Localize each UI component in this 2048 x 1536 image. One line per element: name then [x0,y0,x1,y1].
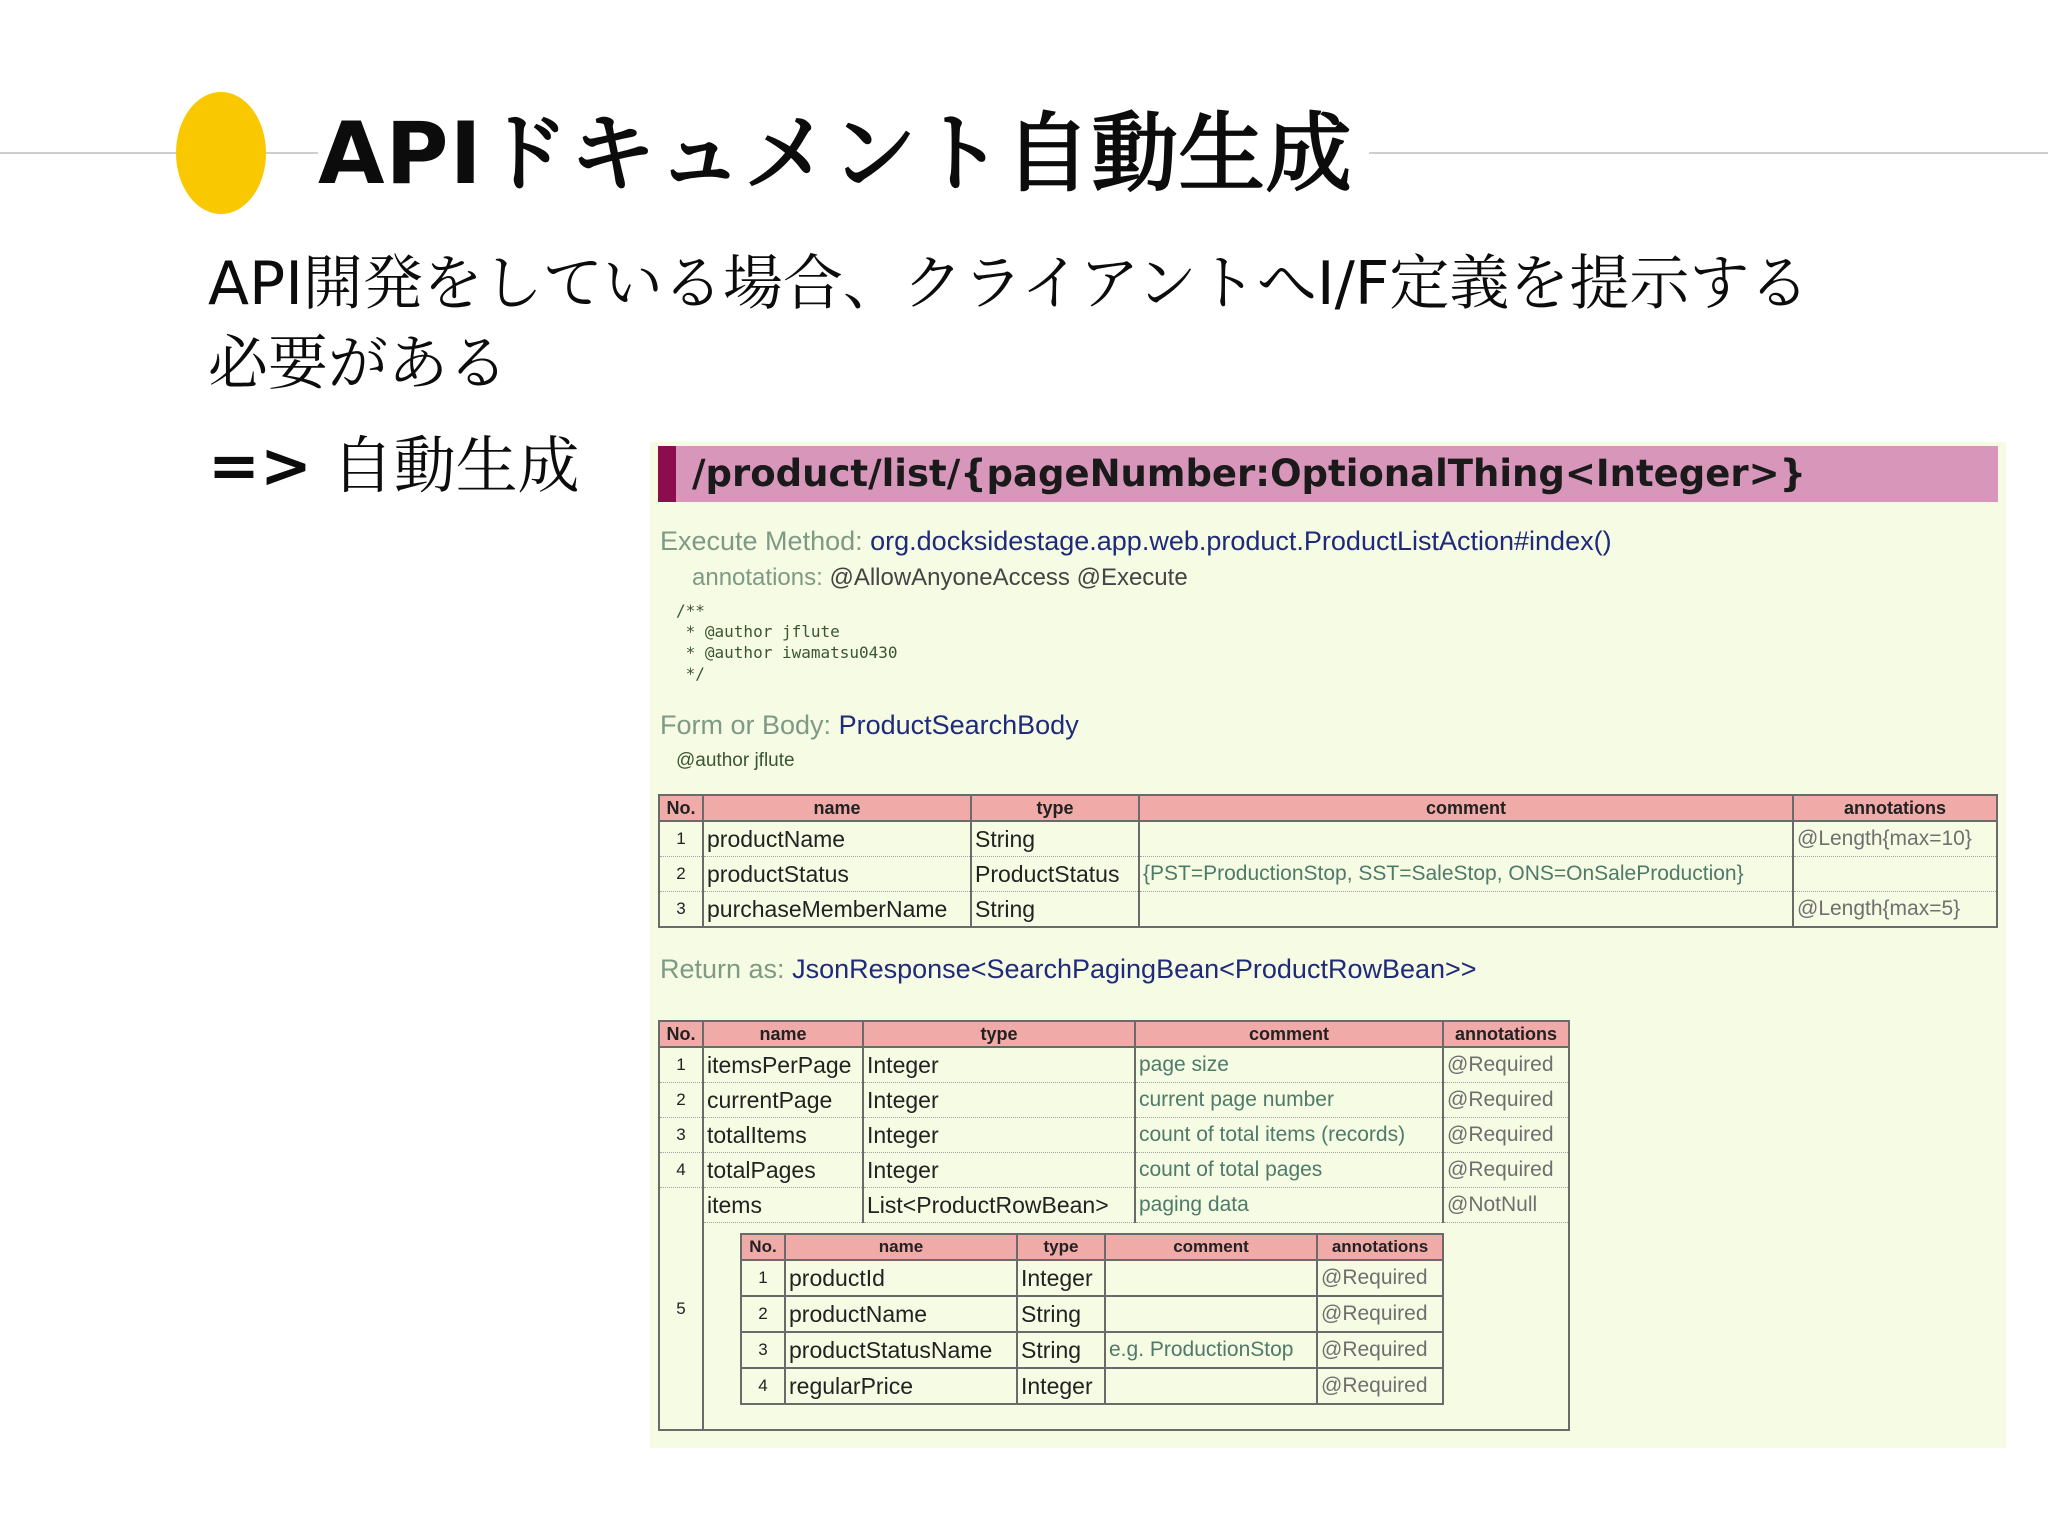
arrow-line [208,426,580,506]
cell-annotations: @Required [1443,1153,1569,1188]
cell-type: String [1017,1296,1105,1332]
javadoc-comment: /** * @author jflute * @author iwamatsu0430 */ [676,601,898,683]
col-header-name: name [703,1021,863,1047]
cell-name: productStatus [703,857,971,892]
form-body-line [660,710,1079,741]
cell-no: 1 [659,821,703,857]
table-row [659,857,1997,892]
cell-comment [1105,1260,1317,1296]
title-bullet-circle [176,92,266,214]
col-header-annotations: annotations [1317,1234,1443,1260]
cell-no: 2 [741,1296,785,1332]
cell-no: 3 [741,1332,785,1368]
cell-name: purchaseMemberName [703,892,971,928]
cell-type: Integer [1017,1368,1105,1404]
cell-type: List<ProductRowBean> [863,1188,1135,1223]
table-row [659,892,1997,928]
table-row [741,1332,1443,1368]
cell-name: items [703,1188,863,1223]
table-row [659,1118,1569,1153]
cell-annotations: @Required [1443,1083,1569,1118]
cell-annotations: @Length{max=5} [1793,892,1997,928]
table-row [659,821,1997,857]
cell-type: Integer [1017,1260,1105,1296]
cell-no: 3 [659,1118,703,1153]
table-row [659,1153,1569,1188]
api-path-header: /product/list/{pageNumber:OptionalThing<Integer>} [658,446,1998,502]
cell-comment [1105,1296,1317,1332]
cell-comment [1139,892,1793,928]
cell-annotations [1793,857,1997,892]
table-header-row [659,1021,1569,1047]
cell-comment [1105,1368,1317,1404]
col-header-no: No. [659,1021,703,1047]
cell-type: String [1017,1332,1105,1368]
api-doc-screenshot [650,442,2006,1448]
col-header-comment: comment [1105,1234,1317,1260]
cell-name: itemsPerPage [703,1047,863,1083]
cell-comment: count of total pages [1135,1153,1443,1188]
cell-annotations: @Required [1317,1260,1443,1296]
cell-no: 1 [741,1260,785,1296]
execute-method-value: org.docksidestage.app.web.product.ProductListAction#index() [870,526,1612,556]
cell-comment: {PST=ProductionStop, SST=SaleStop, ONS=OnSaleProduction} [1139,857,1793,892]
cell-type: Integer [863,1083,1135,1118]
annotations-value: @AllowAnyoneAccess @Execute [829,564,1188,591]
cell-comment: page size [1135,1047,1443,1083]
col-header-type: type [971,795,1139,821]
cell-name: productStatusName [785,1332,1017,1368]
table-row [741,1368,1443,1404]
col-header-type: type [1017,1234,1105,1260]
nested-table-cell [703,1223,1569,1431]
cell-name: totalPages [703,1153,863,1188]
cell-no: 2 [659,857,703,892]
cell-annotations: @Required [1443,1047,1569,1083]
arrow-symbol: => [208,429,312,502]
cell-type: String [971,892,1139,928]
cell-annotations: @Required [1443,1118,1569,1153]
slide-body-text: API開発をしている場合、クライアントへI/F定義を提示する必要がある [208,249,1810,399]
slide-title: APIドキュメント自動生成 [318,98,1369,210]
cell-name: regularPrice [785,1368,1017,1404]
cell-name: productName [785,1296,1017,1332]
product-row-bean-table [740,1233,1444,1405]
cell-name: productName [703,821,971,857]
cell-type: String [971,821,1139,857]
cell-no: 1 [659,1047,703,1083]
col-header-annotations: annotations [1443,1021,1569,1047]
cell-type: Integer [863,1047,1135,1083]
form-author: @author jflute [676,750,795,771]
cell-name: currentPage [703,1083,863,1118]
annotations-line [692,564,1188,592]
form-body-value: ProductSearchBody [838,710,1079,740]
cell-comment [1139,821,1793,857]
table-row [659,1083,1569,1118]
cell-no: 3 [659,892,703,928]
cell-type: Integer [863,1118,1135,1153]
col-header-name: name [785,1234,1017,1260]
table-header-row [741,1234,1443,1260]
form-body-label: Form or Body: [660,710,832,740]
form-fields-table [658,794,1998,928]
col-header-no: No. [659,795,703,821]
cell-type: ProductStatus [971,857,1139,892]
cell-no: 4 [659,1153,703,1188]
cell-no: 4 [741,1368,785,1404]
col-header-comment: comment [1135,1021,1443,1047]
col-header-type: type [863,1021,1135,1047]
cell-no: 5 [659,1188,703,1431]
return-as-value: JsonResponse<SearchPagingBean<ProductRowBean>> [792,954,1477,984]
cell-comment: count of total items (records) [1135,1118,1443,1153]
return-as-label: Return as: [660,954,785,984]
cell-name: productId [785,1260,1017,1296]
return-as-line [660,954,1477,985]
table-row [659,1188,1569,1223]
execute-method-line [660,526,1612,557]
table-row [741,1260,1443,1296]
col-header-name: name [703,795,971,821]
table-row [659,1047,1569,1083]
cell-annotations: @Required [1317,1368,1443,1404]
cell-comment: current page number [1135,1083,1443,1118]
table-header-row [659,795,1997,821]
execute-method-label: Execute Method: [660,526,863,556]
return-fields-table [658,1020,1570,1431]
cell-type: Integer [863,1153,1135,1188]
cell-annotations: @NotNull [1443,1188,1569,1223]
col-header-annotations: annotations [1793,795,1997,821]
cell-comment: paging data [1135,1188,1443,1223]
cell-no: 2 [659,1083,703,1118]
arrow-text: 自動生成 [331,429,580,502]
cell-annotations: @Length{max=10} [1793,821,1997,857]
col-header-comment: comment [1139,795,1793,821]
col-header-no: No. [741,1234,785,1260]
cell-name: totalItems [703,1118,863,1153]
cell-annotations: @Required [1317,1296,1443,1332]
nested-table-row [659,1223,1569,1431]
table-row [741,1296,1443,1332]
cell-comment: e.g. ProductionStop [1105,1332,1317,1368]
annotations-label: annotations: [692,564,823,591]
cell-annotations: @Required [1317,1332,1443,1368]
